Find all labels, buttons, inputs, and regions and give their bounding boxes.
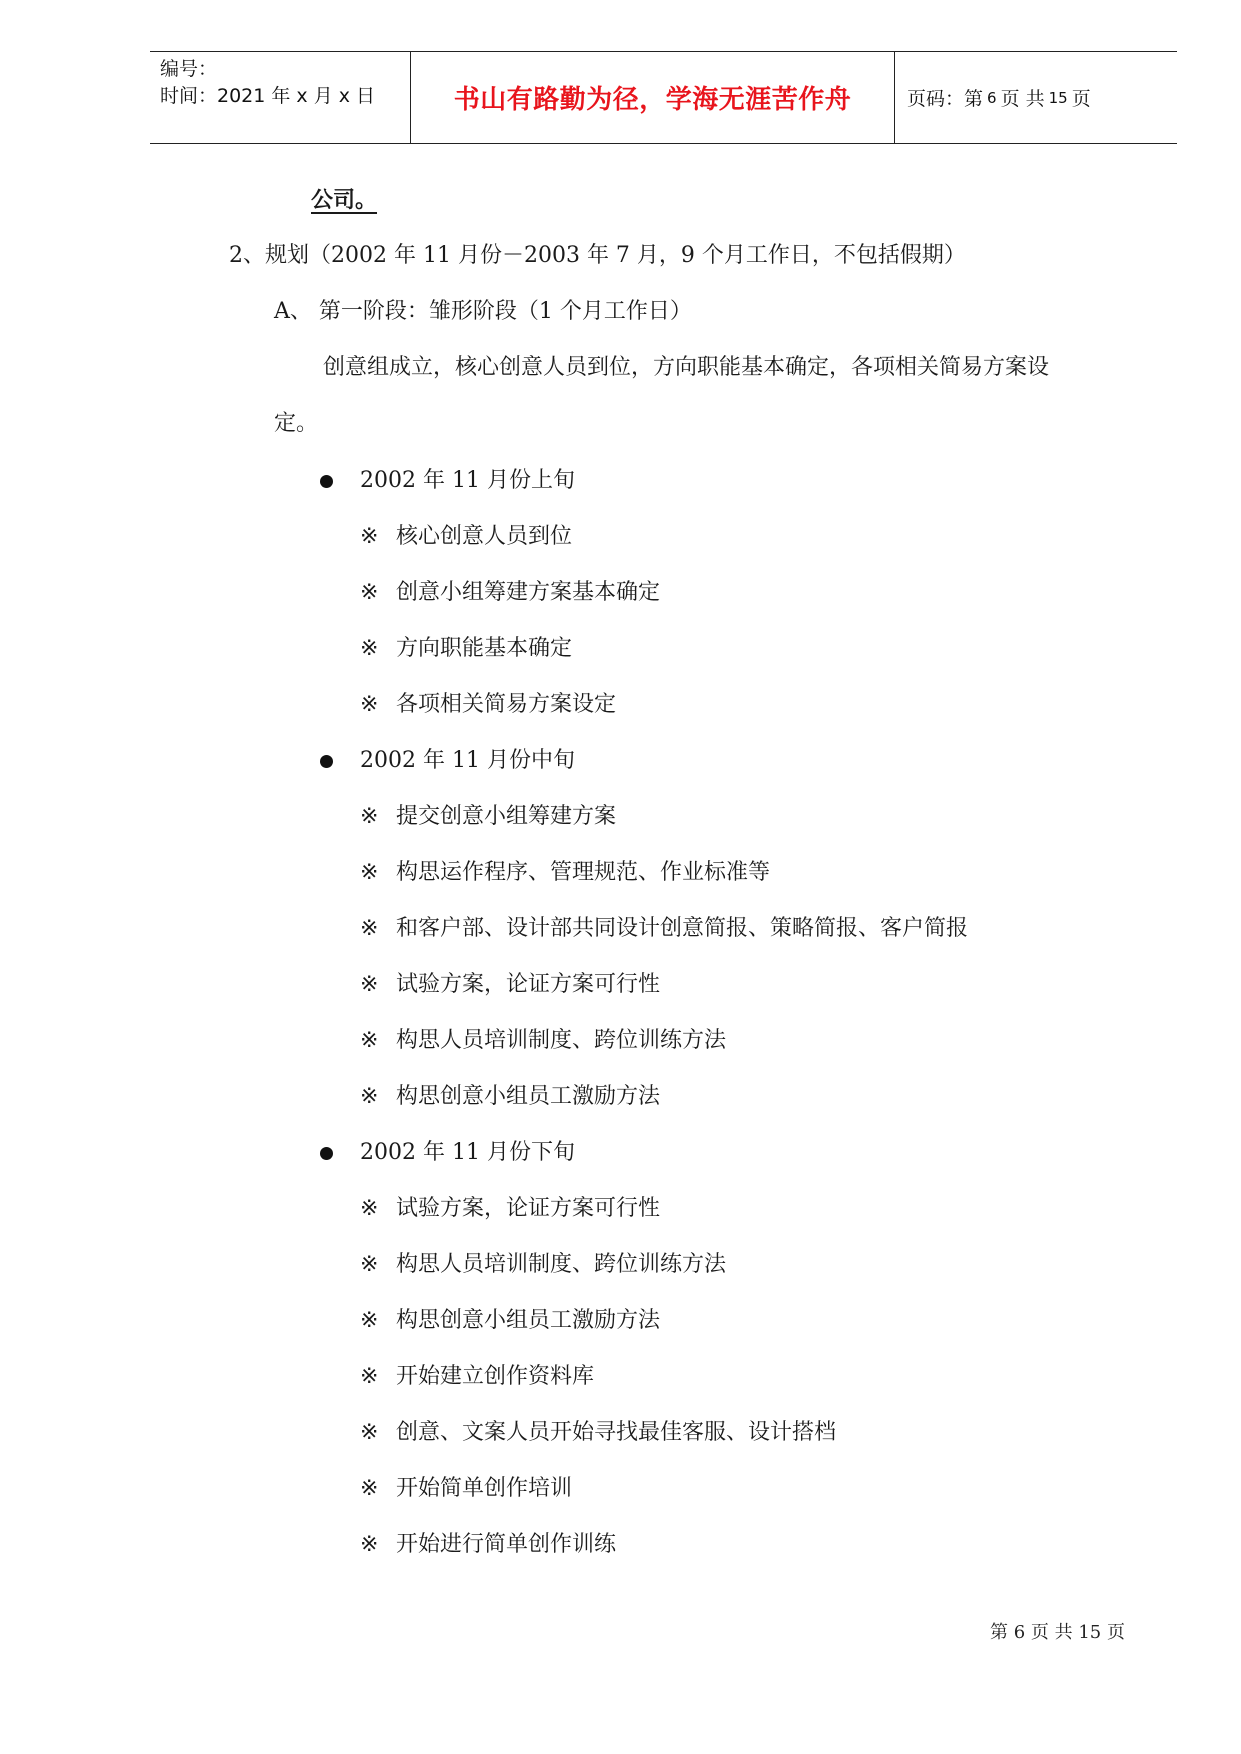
header-page-info — [907, 52, 1091, 143]
reference-mark-icon: ※ — [360, 916, 379, 941]
list-item: ※ 提交创意小组筹建方案 — [360, 802, 616, 832]
list-item: ※ 构思创意小组员工激励方法 — [360, 1306, 660, 1336]
reference-mark-icon: ※ — [360, 524, 379, 549]
company-line: 公司。 — [311, 188, 378, 213]
stage-title: A、 第一阶段：雏形阶段（1 个月工作日） — [274, 299, 692, 324]
reference-mark-icon: ※ — [360, 1028, 379, 1053]
section-heading: 2002 年 11 月份上旬 — [360, 468, 575, 493]
list-item: ※ 构思创意小组员工激励方法 — [360, 1082, 660, 1112]
list-item: ※ 和客户部、设计部共同设计创意简报、策略简报、客户简报 — [360, 914, 968, 944]
page-footer: 第 6 页 共 15 页 — [990, 1622, 1125, 1643]
header-page-suffix: 页 — [1071, 88, 1091, 110]
reference-mark-icon: ※ — [360, 860, 379, 885]
header-divider — [894, 52, 895, 143]
bullet-dot-icon — [320, 1147, 333, 1160]
header-time-label: 时间：2021 年 x 月 x 日 — [160, 85, 376, 107]
header-page-mid: 页 共 — [1000, 88, 1045, 110]
reference-mark-icon: ※ — [360, 1476, 379, 1501]
header-page-prefix: 页码：第 — [907, 88, 984, 110]
reference-mark-icon: ※ — [360, 580, 379, 605]
page-header — [150, 51, 1177, 144]
stage-description: 创意组成立，核心创意人员到位，方向职能基本确定，各项相关简易方案设 — [323, 355, 1050, 380]
reference-mark-icon: ※ — [360, 1252, 379, 1277]
list-item: ※ 试验方案，论证方案可行性 — [360, 1194, 660, 1224]
list-item: ※ 创意、文案人员开始寻找最佳客服、设计搭档 — [360, 1418, 836, 1448]
list-item: ※ 开始建立创作资料库 — [360, 1362, 594, 1392]
reference-mark-icon: ※ — [360, 636, 379, 661]
bullet-dot-icon — [320, 755, 333, 768]
bullet-dot-icon — [320, 475, 333, 488]
reference-mark-icon: ※ — [360, 1196, 379, 1221]
reference-mark-icon: ※ — [360, 1420, 379, 1445]
reference-mark-icon: ※ — [360, 1308, 379, 1333]
reference-mark-icon: ※ — [360, 804, 379, 829]
list-item: ※ 创意小组筹建方案基本确定 — [360, 578, 660, 608]
header-page-total: 15 — [1048, 88, 1068, 107]
list-item: ※ 构思运作程序、管理规范、作业标准等 — [360, 858, 770, 888]
header-meta — [160, 56, 410, 110]
list-item: ※ 开始简单创作培训 — [360, 1474, 572, 1504]
header-code-label: 编号： — [160, 58, 218, 80]
list-item: ※ 构思人员培训制度、跨位训练方法 — [360, 1250, 726, 1280]
section-heading: 2002 年 11 月份中旬 — [360, 748, 575, 773]
reference-mark-icon: ※ — [360, 1364, 379, 1389]
list-item: ※ 核心创意人员到位 — [360, 522, 572, 552]
reference-mark-icon: ※ — [360, 692, 379, 717]
stage-description-continued: 定。 — [274, 411, 319, 436]
list-item: ※ 各项相关简易方案设定 — [360, 690, 616, 720]
list-item: ※ 构思人员培训制度、跨位训练方法 — [360, 1026, 726, 1056]
reference-mark-icon: ※ — [360, 1532, 379, 1557]
list-item: ※ 试验方案，论证方案可行性 — [360, 970, 660, 1000]
header-page-number: 6 — [987, 88, 997, 107]
header-motto: 书山有路勤为径，学海无涯苦作舟 — [453, 85, 852, 115]
plan-title: 2、规划（2002 年 11 月份－2003 年 7 月，9 个月工作日，不包括假期） — [229, 243, 966, 268]
section-heading: 2002 年 11 月份下旬 — [360, 1140, 575, 1165]
list-item: ※ 开始进行简单创作训练 — [360, 1530, 616, 1560]
list-item: ※ 方向职能基本确定 — [360, 634, 572, 664]
reference-mark-icon: ※ — [360, 1084, 379, 1109]
reference-mark-icon: ※ — [360, 972, 379, 997]
